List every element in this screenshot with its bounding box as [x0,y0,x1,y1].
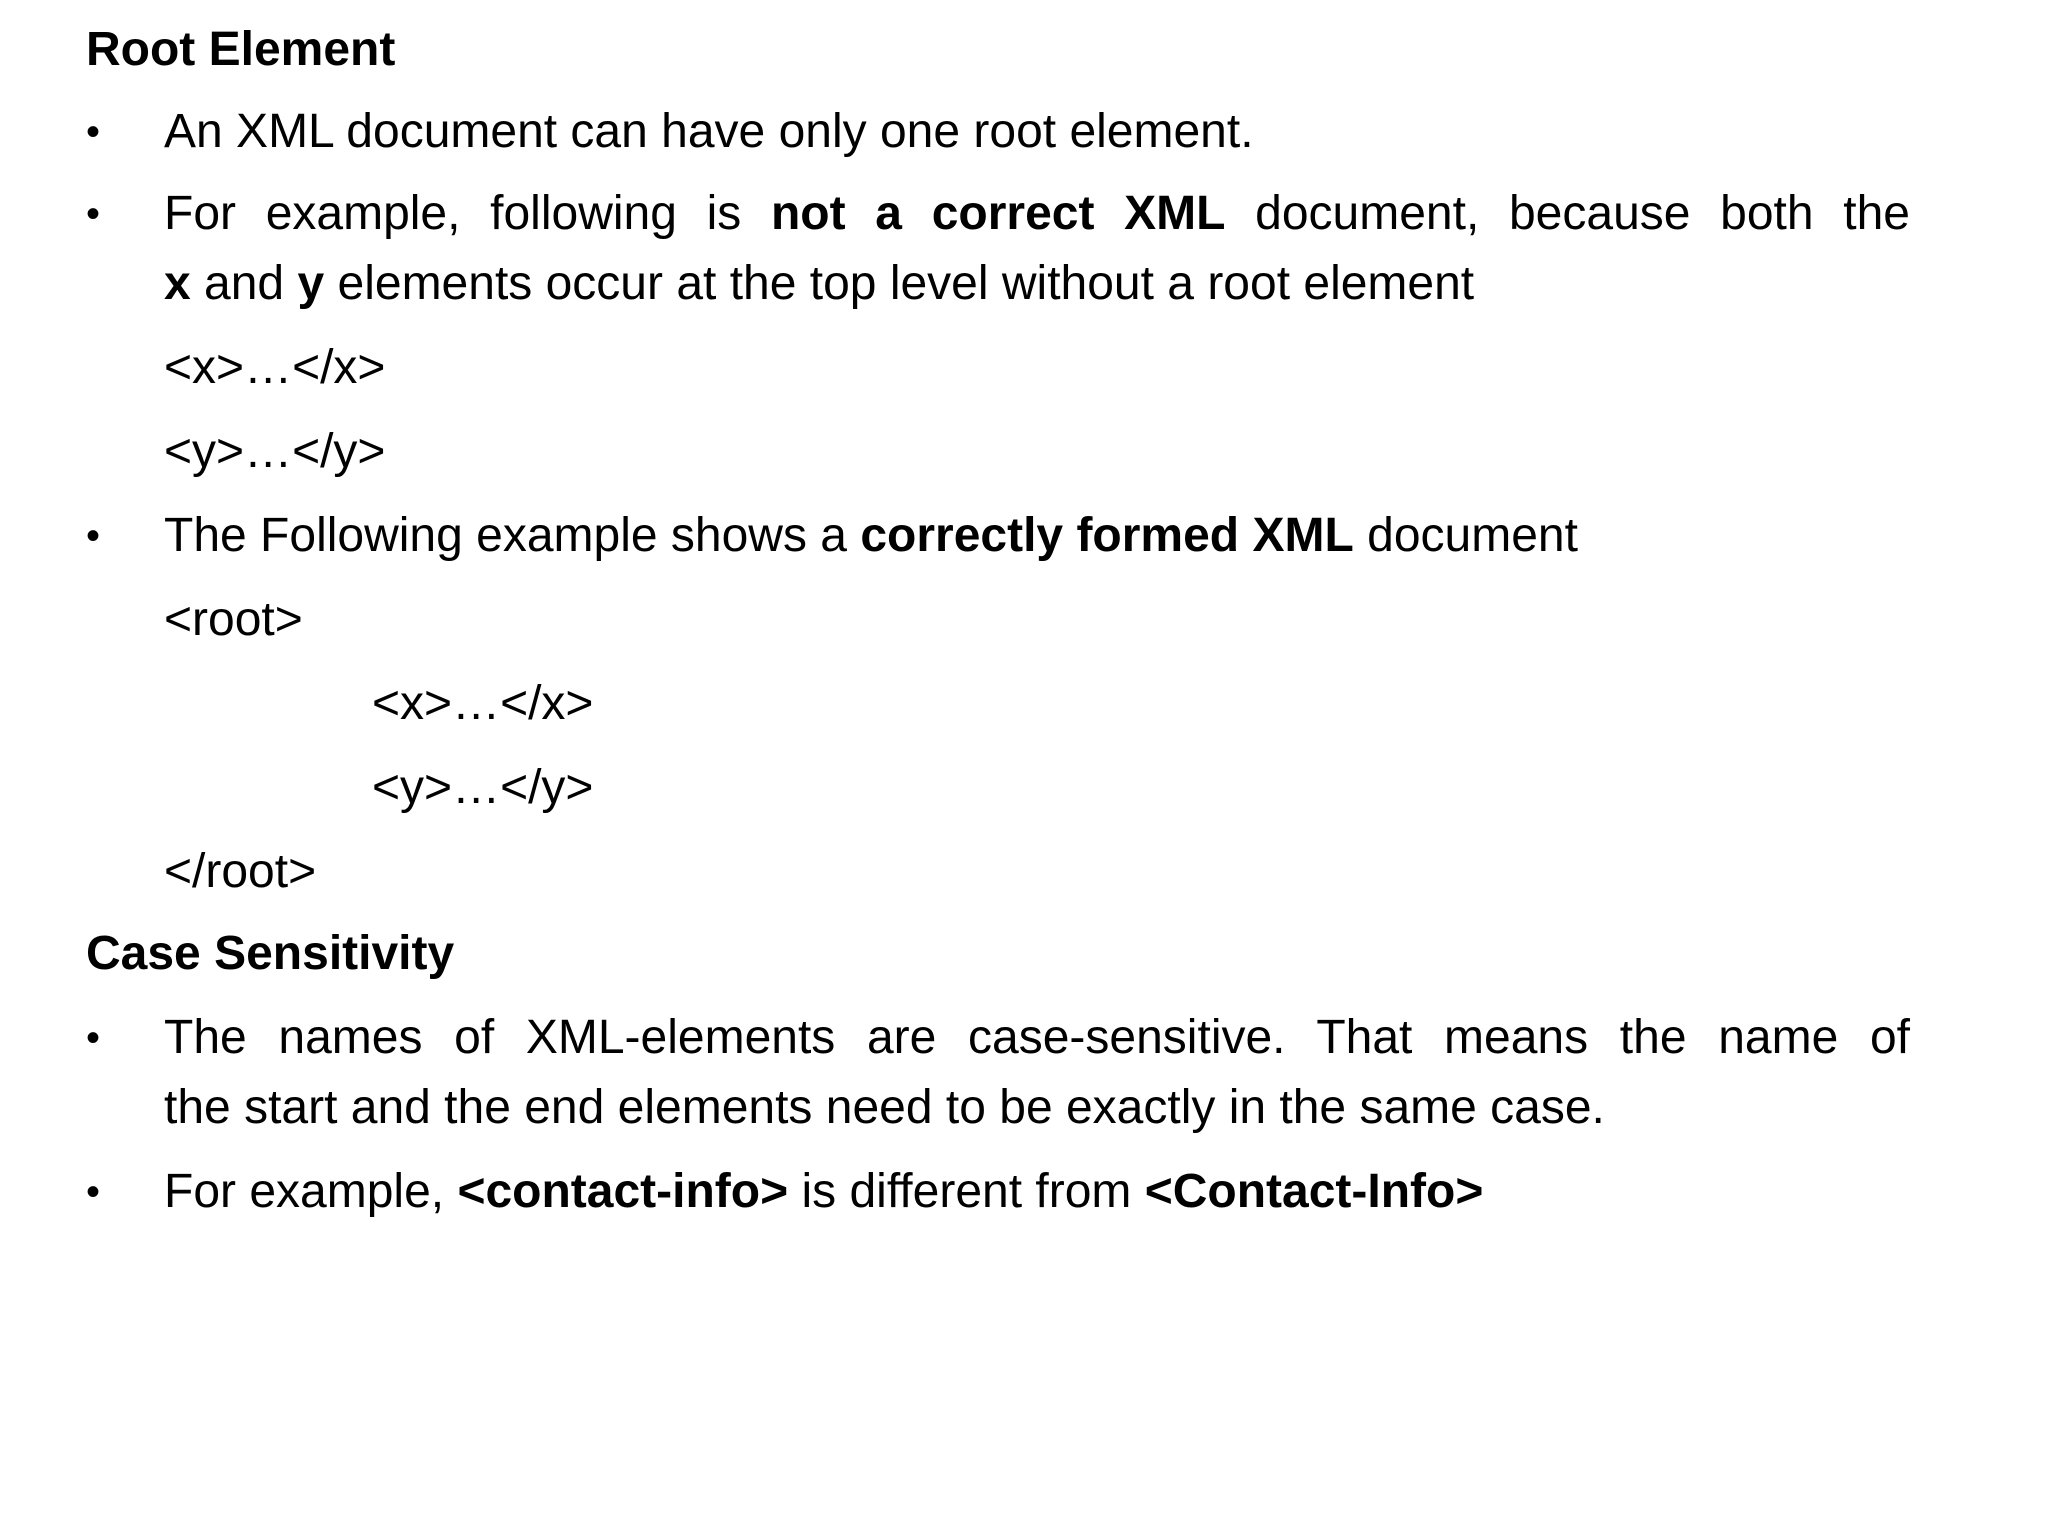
text-run: For example, [164,1165,458,1218]
bold-text-run: <contact-info> [457,1165,789,1218]
bullet-text: An XML document can have only one root element. [164,105,1254,158]
bullet-dot: • [86,110,101,154]
bullet-text-line [164,502,1578,570]
bullet-text-line [164,1158,1483,1226]
code-line: <y>…</y> [164,425,386,478]
bullet-text-line: The names of XML-elements are case-sensitive. That means the name of [164,1011,1910,1064]
bold-text-run: <Contact-Info> [1144,1165,1484,1218]
text-run: document [1353,509,1578,562]
case-sensitivity-heading: Case Sensitivity [86,927,455,980]
text-run: is different from [788,1165,1145,1218]
code-line: <x>…</x> [372,677,594,730]
code-line: <x>…</x> [164,341,386,394]
bullet-text-line [164,180,1910,248]
code-line: <root> [164,593,303,646]
code-line: <y>…</y> [372,761,594,814]
bullet-dot: • [86,1170,101,1214]
bold-text-run: x [164,257,191,310]
bold-text-run: y [297,257,325,310]
bullet-dot: • [86,192,101,236]
text-run: For example, following is [164,187,771,240]
text-run: elements occur at the top level without a root element [324,257,1475,310]
root-element-heading: Root Element [86,23,396,76]
bullet-dot: • [86,1016,101,1060]
bullet-text-line [164,250,1474,318]
bold-text-run: correctly formed XML [860,509,1354,562]
bold-text-run: not a correct XML [770,187,1226,240]
text-run: document, because both the [1225,187,1911,240]
code-line: </root> [164,845,317,898]
bullet-text-line: the start and the end elements need to be exactly in the same case. [164,1081,1605,1134]
bullet-dot: • [86,514,101,558]
text-run: and [190,257,298,310]
text-run: The Following example shows a [164,509,861,562]
